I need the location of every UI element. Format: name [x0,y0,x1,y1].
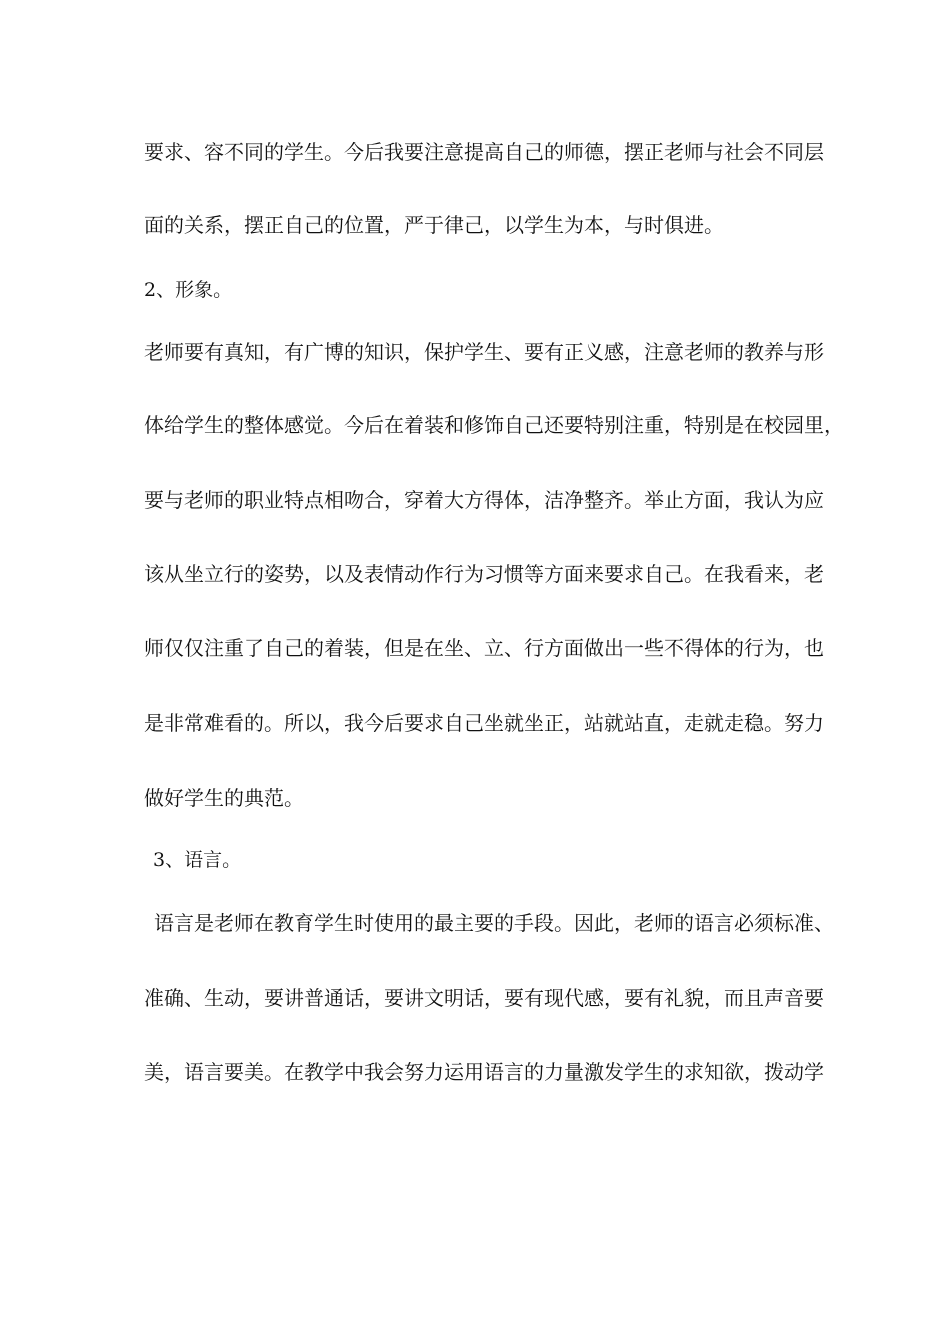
paragraph-line: 体给学生的整体感觉。今后在着装和修饰自己还要特别注重，特别是在校园里， [144,413,844,437]
paragraph-line: 要与老师的职业特点相吻合，穿着大方得体，洁净整齐。举止方面，我认为应 [144,488,824,512]
paragraph-line: 准确、生动，要讲普通话，要讲文明话，要有现代感，要有礼貌，而且声音要 [144,986,824,1010]
paragraph-line: 该从坐立行的姿势，以及表情动作行为习惯等方面来要求自己。在我看来，老 [144,562,824,586]
paragraph-line: 面的关系，摆正自己的位置，严于律己，以学生为本，与时俱进。 [144,213,724,237]
section-heading-image: 2、形象。 [144,279,233,301]
paragraph-line: 做好学生的典范。 [144,786,304,810]
paragraph-line: 师仅仅注重了自己的着装，但是在坐、立、行方面做出一些不得体的行为，也 [144,636,824,660]
paragraph-line: 美，语言要美。在教学中我会努力运用语言的力量激发学生的求知欲，拨动学 [144,1060,824,1084]
section-heading-language: 3、语言。 [153,849,242,871]
paragraph-line: 语言是老师在教育学生时使用的最主要的手段。因此，老师的语言必须标准、 [154,911,834,935]
paragraph-line: 要求、容不同的学生。今后我要注意提高自己的师德，摆正老师与社会不同层 [144,140,824,164]
paragraph-line: 是非常难看的。所以，我今后要求自己坐就坐正，站就站直，走就走稳。努力 [144,711,824,735]
paragraph-line: 老师要有真知，有广博的知识，保护学生、要有正义感，注意老师的教养与形 [144,340,824,364]
